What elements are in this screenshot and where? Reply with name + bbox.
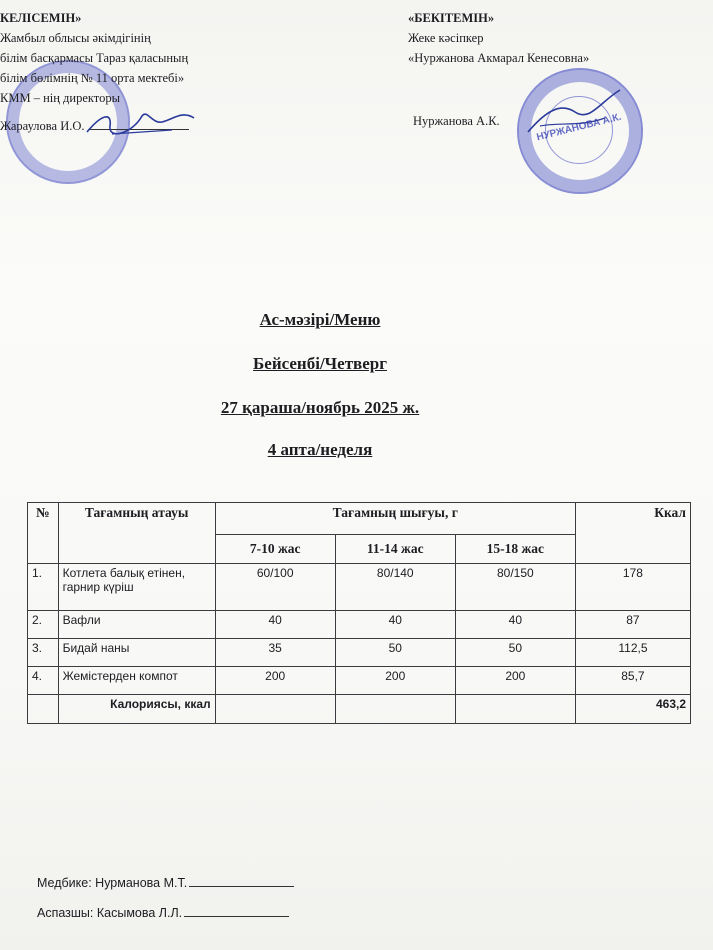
portion-11-14: 50 [335, 639, 455, 667]
director-name: Жараулова И.О. [0, 119, 85, 133]
table-total-row [28, 695, 691, 724]
table-row [28, 564, 691, 611]
table-row [28, 639, 691, 667]
portion-7-10: 60/100 [215, 564, 335, 611]
nurse-signature-blank [189, 886, 294, 887]
menu-date: 27 қараша/ноябрь 2025 ж. [220, 398, 420, 417]
portion-11-14: 80/140 [335, 564, 455, 611]
dish-name: Вафли [58, 611, 215, 639]
menu-day: Бейсенбі/Четверг [253, 354, 387, 373]
portion-11-14: 200 [335, 667, 455, 695]
total-empty-cell [335, 695, 455, 724]
menu-table [27, 502, 691, 724]
total-empty-cell [28, 695, 59, 724]
col-name-header: Тағамның атауы [58, 503, 215, 564]
approval-left [0, 8, 188, 108]
approval-right [408, 8, 590, 128]
total-kcal-value: 463,2 [575, 695, 690, 724]
portion-15-18: 200 [455, 667, 575, 695]
row-number: 4. [28, 667, 59, 695]
dish-name: Жемістерден компот [58, 667, 215, 695]
dish-name: Котлета балық етінен, гарнир күріш [58, 564, 215, 611]
row-number: 3. [28, 639, 59, 667]
portion-7-10: 35 [215, 639, 335, 667]
table-header-row [28, 503, 691, 535]
table-row [28, 667, 691, 695]
nurse-signature-line [37, 876, 294, 890]
cook-name: Аспазшы: Касымова Л.Л. [37, 906, 183, 920]
kcal-value: 178 [575, 564, 690, 611]
row-number: 1. [28, 564, 59, 611]
menu-title: Ас-мәзірі/Меню [259, 310, 381, 329]
approval-left-line4: КММ – нің директоры [0, 91, 120, 105]
row-number: 2. [28, 611, 59, 639]
portion-7-10: 200 [215, 667, 335, 695]
portion-15-18: 80/150 [455, 564, 575, 611]
portion-15-18: 40 [455, 611, 575, 639]
approval-left-line2: білім басқармасы Тараз қаласының [0, 51, 189, 65]
approval-right-line1: Жеке кәсіпкер [408, 31, 484, 45]
director-signature [82, 104, 202, 144]
portion-7-10: 40 [215, 611, 335, 639]
col-yield-header: Тағамның шығуы, г [215, 503, 575, 535]
table-row [28, 611, 691, 639]
menu-week: 4 апта/неделя [267, 440, 373, 459]
approval-left-line1: Жамбыл облысы әкімдігінің [0, 31, 151, 45]
owner-name: Нуржанова А.К. [413, 114, 500, 128]
stamp-name-band: НУРЖАНОВА А.К. [535, 111, 623, 144]
approval-left-line3: білім бөлімнің № 11 орта мектебі» [0, 71, 185, 85]
age-header: 15-18 жас [455, 535, 575, 564]
total-label: Калориясы, ккал [58, 695, 215, 724]
col-number-header: № [28, 503, 59, 564]
age-header: 7-10 жас [215, 535, 335, 564]
approval-left-title: КЕЛІСЕМІН» [0, 11, 82, 25]
owner-signature [520, 82, 630, 142]
kcal-value: 112,5 [575, 639, 690, 667]
age-header: 11-14 жас [335, 535, 455, 564]
approval-right-title: «БЕКІТЕМІН» [408, 11, 495, 25]
col-kcal-header: Ккал [575, 503, 690, 564]
total-empty-cell [455, 695, 575, 724]
portion-15-18: 50 [455, 639, 575, 667]
nurse-name: Медбике: Нурманова М.Т. [37, 876, 188, 890]
kcal-value: 85,7 [575, 667, 690, 695]
dish-name: Бидай наны [58, 639, 215, 667]
cook-signature-blank [184, 916, 289, 917]
cook-signature-line [37, 906, 289, 920]
kcal-value: 87 [575, 611, 690, 639]
total-empty-cell [215, 695, 335, 724]
portion-11-14: 40 [335, 611, 455, 639]
approval-right-line2: «Нуржанова Акмарал Кенесовна» [408, 51, 590, 65]
